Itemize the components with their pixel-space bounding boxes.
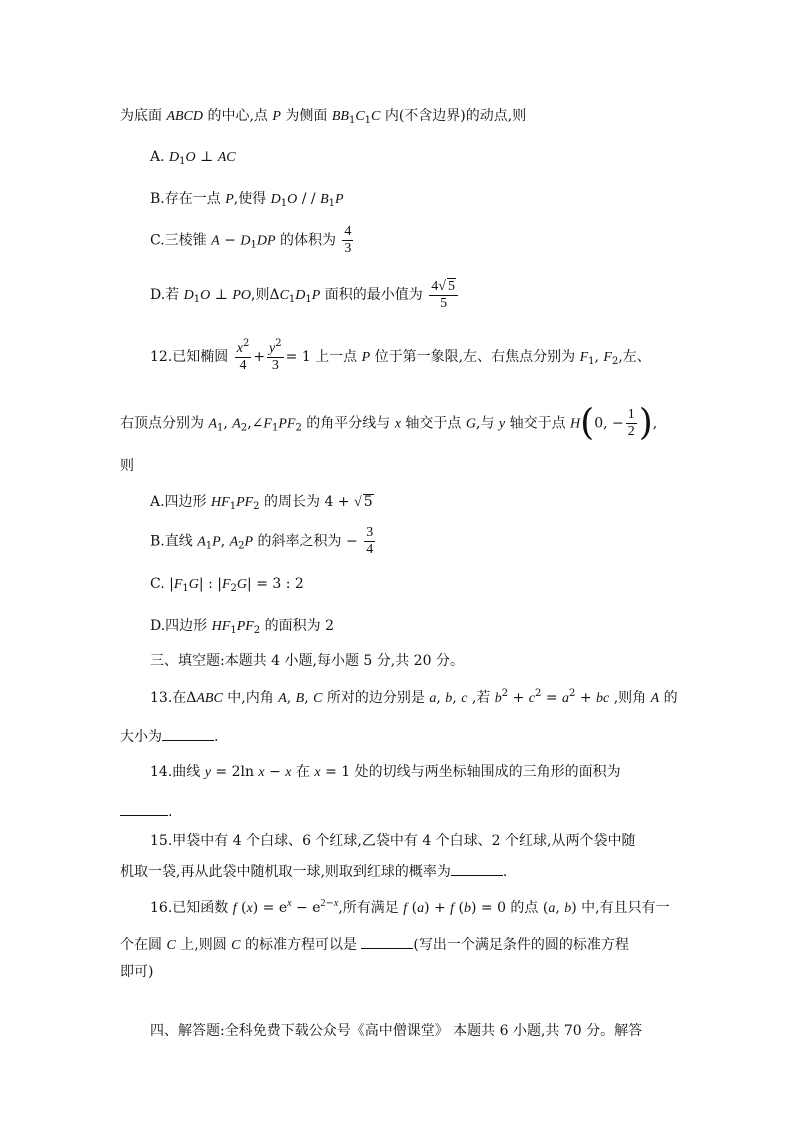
q11-option-d: D.若 $D_1O$ ⊥ PO,则$\Delta C_1D_1P$ 面积的最小值为 $\frac{4√ 5}{5}$ xyxy=(150,278,460,312)
answer-blank[interactable] xyxy=(162,726,214,741)
q12-stem-line1: 12.已知椭圆 $\frac{x^2}{4}$ + $\frac{y^2}{3}$ = 1 上一点 P 位于第一象限,左、右焦点分别为 $F_1$, $F_2$,左、 xyxy=(150,338,651,373)
q16-line3: 即可) xyxy=(120,964,154,980)
q15-line1: 15.甲袋中有 4 个白球、6 个红球,乙袋中有 4 个白球、2 个红球,从两个袋中随 xyxy=(150,833,636,849)
q11-option-b: B.存在一点 P,使得 $D_1O$ / / $B_1P$ xyxy=(150,191,344,209)
q12-stem-line2: 右顶点分别为 $A_1$, $A_2,\angle F_1PF_2$ 的角平分线与 x 轴交于点 G,与 y 轴交于点 H(0, − $\frac{1}{2}$ ), xyxy=(120,402,658,444)
answer-blank[interactable] xyxy=(451,861,503,876)
q16-line2: 个在圆 C 上,则圆 C 的标准方程可以是 (写出一个满足条件的圆的标准方程 xyxy=(120,934,629,956)
q14-line2: . xyxy=(120,801,172,822)
q11-stem: 为底面 ABCD 的中心,点 P 为侧面 $BB_1C_1C$ 内(不含边界)的动点,则 xyxy=(120,108,527,126)
q15-line2: 机取一袋,再从此袋中随机取一球,则取到红球的概率为 . xyxy=(120,861,507,882)
answer-blank[interactable] xyxy=(361,934,413,949)
q16-line1: 16.已知函数 f $(x) = e^x - e^{2-x}$,所有满足 f (a) + f (b) = 0 的点 (a, b) 中,有且只有一 xyxy=(150,898,670,916)
q12-option-a: A.四边形 $HF_1PF_2$ 的周长为 4 + √ 5 xyxy=(150,494,373,512)
section-4-heading: 四、解答题:全科免费下载公众号《高中僧课堂》 本题共 6 小题,共 70 分。解答 xyxy=(150,1023,643,1039)
q12-stem-line3: 则 xyxy=(120,458,134,474)
section-3-heading: 三、填空题:本题共 4 小题,每小题 5 分,共 20 分。 xyxy=(150,653,464,669)
q11-option-a: A. $D_1O$ ⊥ AC xyxy=(150,149,236,167)
q14-line1: 14.曲线 y = 2ln x − x 在 x = 1 处的切线与两坐标轴围成的三角形的面积为 xyxy=(150,764,621,780)
answer-blank[interactable] xyxy=(120,801,168,816)
q12-option-d: D.四边形 $HF_1PF_2$ 的面积为 2 xyxy=(150,618,334,636)
q12-option-b: B.直线 $A_1P$, $A_2P$ 的斜率之积为 − $\frac{3}{4}$ xyxy=(150,525,374,557)
q11-option-c: C.三棱锥 $A - D_1DP$ 的体积为 $\frac{4}{3}$ xyxy=(150,224,352,256)
q13-line1: 13.在ΔABC 中,内角 A, B, C 所对的边分别是 a, b, c ,若 $b^2 + c^2 = a^2$ + bc ,则角 A 的 xyxy=(150,688,678,706)
q13-line2: 大小为 . xyxy=(120,726,218,747)
q12-option-c: C. $|F_1G|$ : $|F_2G| = 3$ : 2 xyxy=(150,576,304,594)
